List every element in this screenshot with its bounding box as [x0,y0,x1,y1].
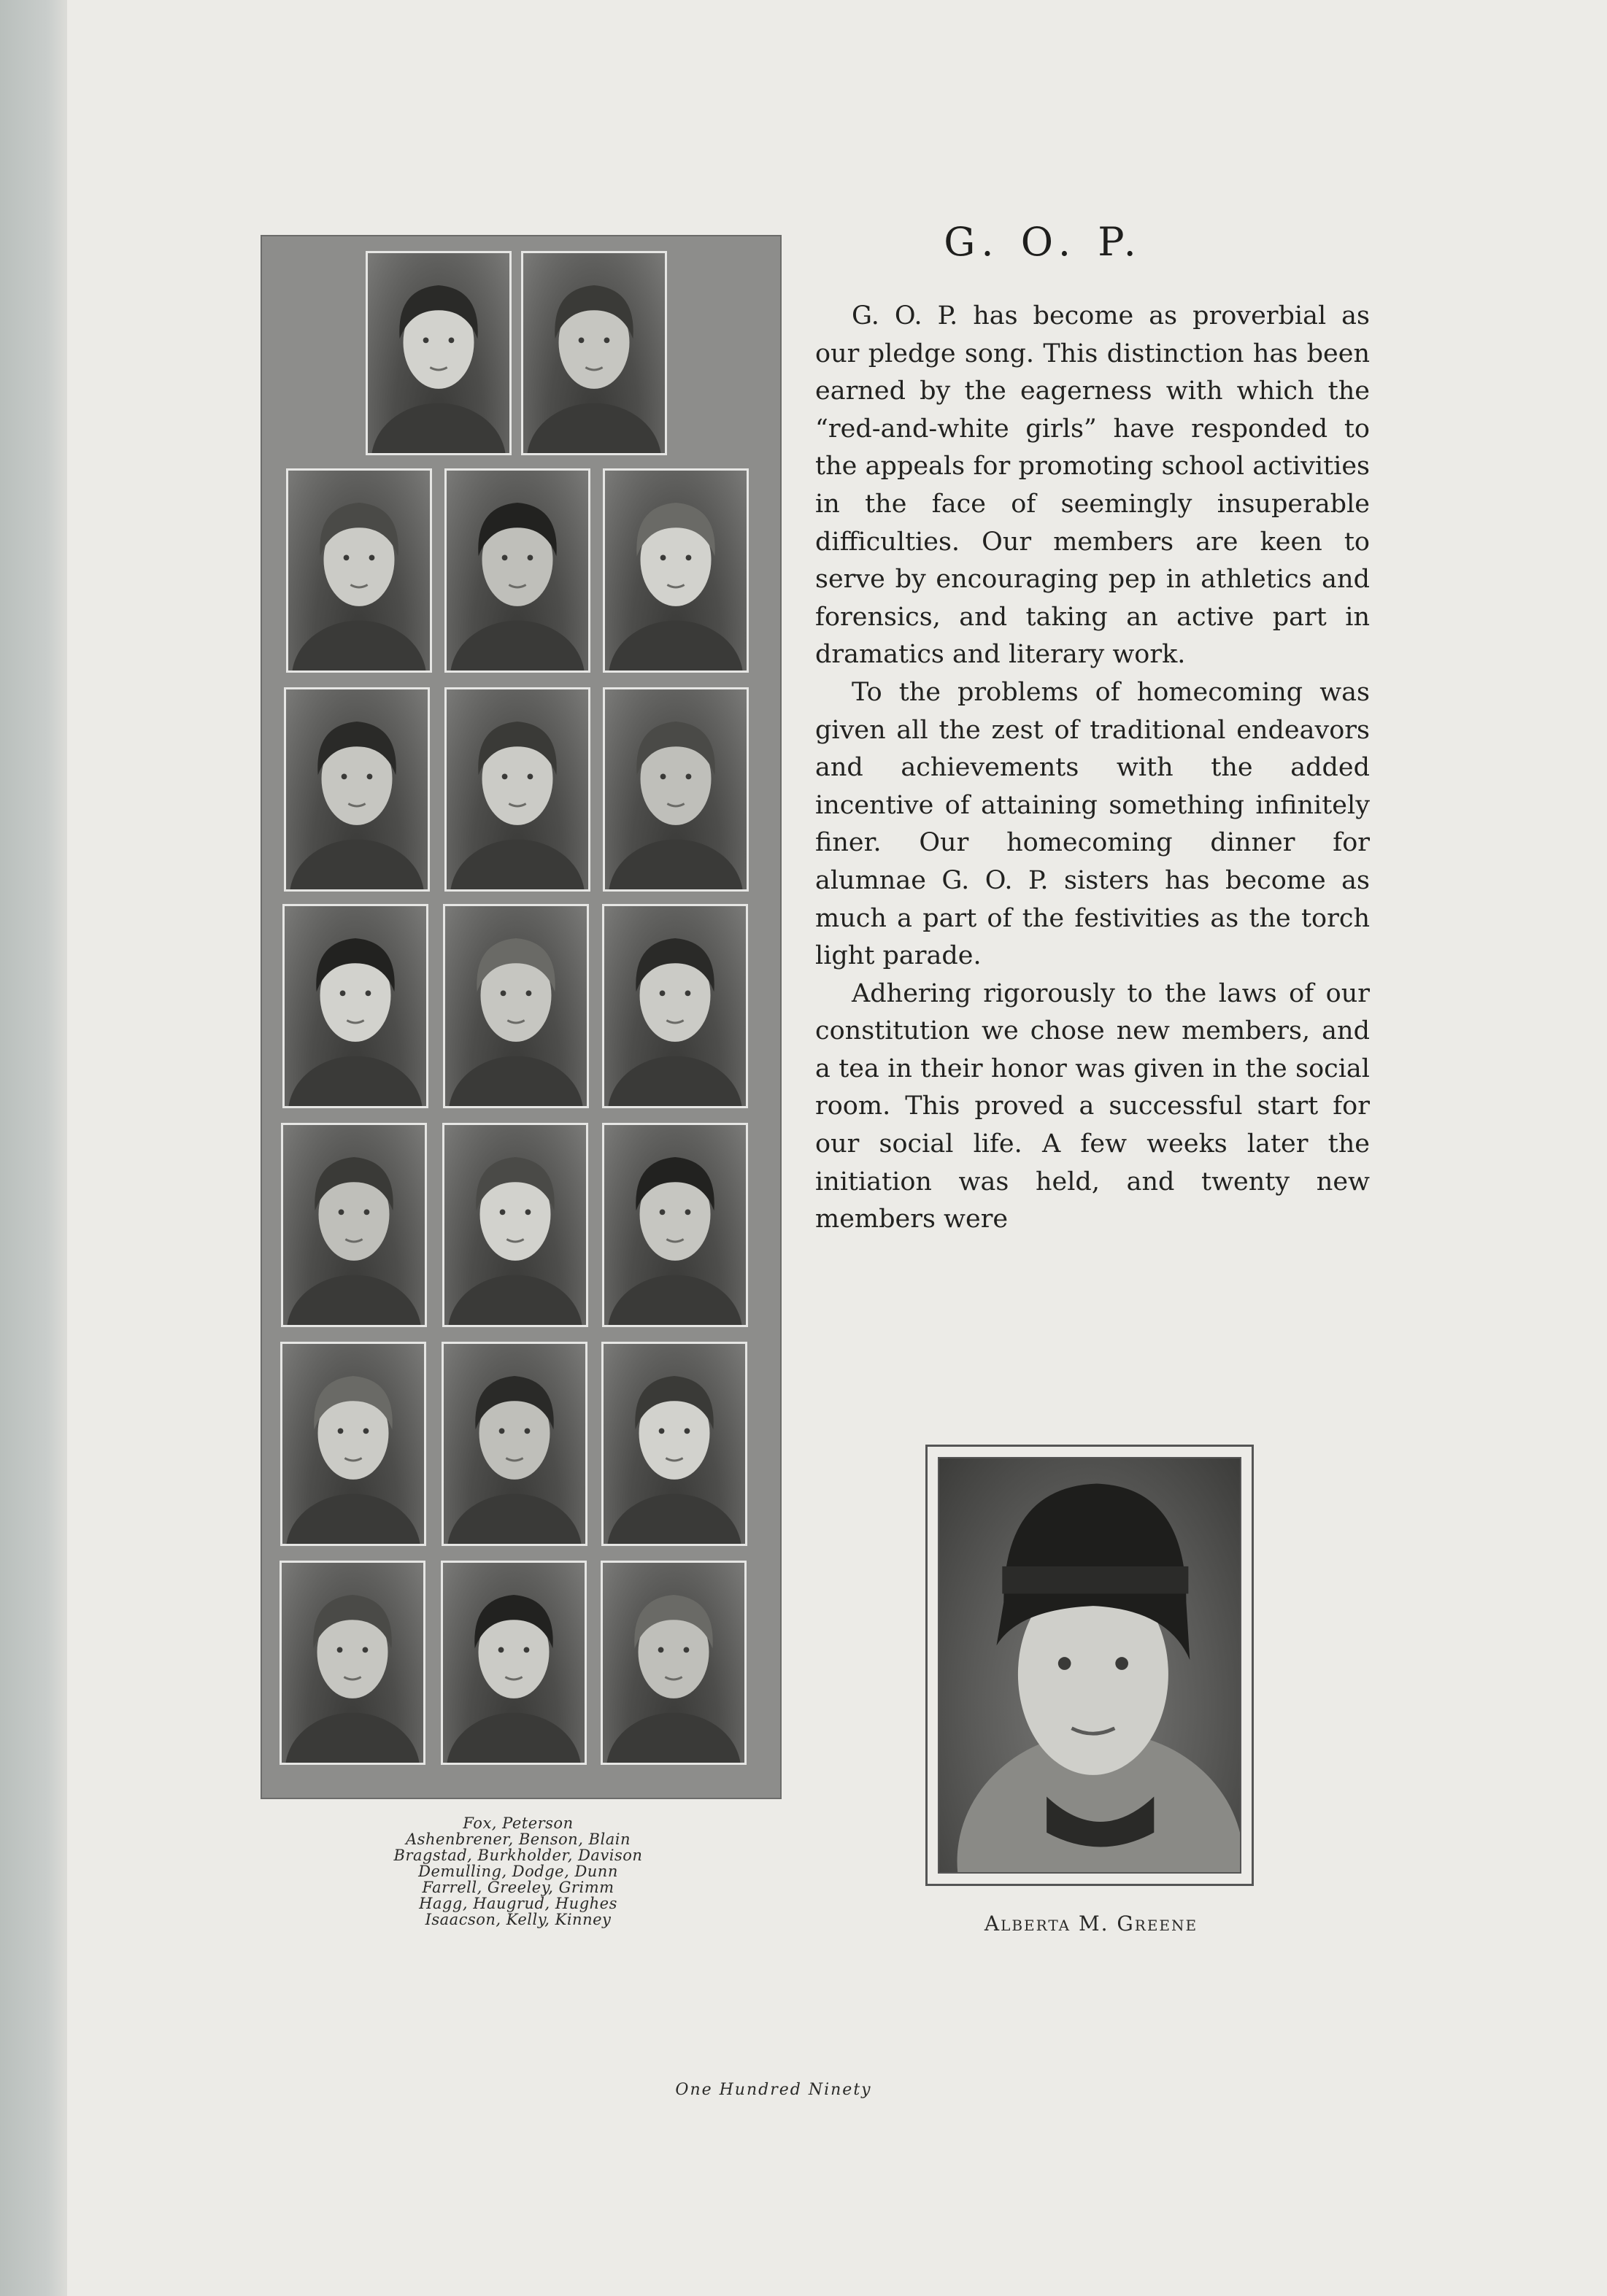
caption-line: Ashenbrener, Benson, Blain [406,1831,631,1848]
member-photo [444,687,590,892]
caption-line: Bragstad, Burkholder, Davison [393,1847,643,1864]
paragraph: G. O. P. has become as proverbial as our pledge song. This distinction has been earned by the eagerness with which the “red-and-white girls” have responded to the appeals for promoting school activities in the face of seemingly insuperable difficulties. Our members are keen to serve by encouraging pep in athletics and forensics, and taking an active part in dramatics and literary work. [815,301,1370,670]
page-spine [0,0,67,2296]
portrait-image [604,1125,746,1325]
member-photo [603,687,749,892]
article-body [815,298,1370,1239]
portrait-image [605,689,747,889]
portrait-name: Alberta M. Greene [984,1912,1198,1936]
member-photo [521,251,667,455]
member-photo [601,1561,747,1765]
member-photo [280,1342,426,1546]
member-photo [602,904,748,1108]
member-photo [442,1342,587,1546]
portrait-image [443,1563,585,1763]
member-photo [284,687,430,892]
advisor-portrait [925,1445,1254,1886]
member-photo [286,468,432,673]
member-photo [443,904,589,1108]
portrait-image [283,1125,425,1325]
member-photo [280,1561,425,1765]
portrait-image [288,471,430,670]
member-photo [442,1123,588,1327]
portrait-image [444,1125,586,1325]
paragraph: Adhering rigorously to the laws of our constitution we chose new members, and a tea in their honor was given in the social room. This proved a successful start for our social life. A few weeks later the initiation was held, and twenty new members were [815,978,1370,1234]
member-photo [601,1342,747,1546]
member-photo-collage [261,235,782,1799]
member-photo [444,468,590,673]
portrait-image [523,253,665,453]
portrait-image [447,689,588,889]
portrait-image [444,1344,585,1544]
advisor-photo [938,1457,1241,1874]
portrait-image [368,253,509,453]
photo-caption [299,1815,737,1928]
portrait-image [605,471,747,670]
member-photo [282,904,428,1108]
portrait-image [604,906,746,1106]
member-photo [281,1123,427,1327]
portrait-image [447,471,588,670]
portrait-image [445,906,587,1106]
caption-line: Farrell, Greeley, Grimm [422,1879,614,1896]
caption-line: Isaacson, Kelly, Kinney [425,1911,612,1928]
member-photo [441,1561,587,1765]
member-photo [366,251,512,455]
caption-line: Demulling, Dodge, Dunn [418,1863,618,1880]
member-photo [603,468,749,673]
portrait-image [282,1344,424,1544]
page-number: One Hundred Ninety [675,2081,872,2099]
portrait-image [604,1344,745,1544]
portrait-image [603,1563,744,1763]
portrait-image [939,1458,1240,1872]
paragraph: To the problems of homecoming was given all the zest of traditional endeavors and achievements with the added incentive of attaining something infinitely finer. Our homecoming dinner for alumnae G. O. P. sisters has become as much a part of the festivities as the torch light parade. [815,677,1370,971]
portrait-image [285,906,426,1106]
portrait-image [282,1563,423,1763]
caption-line: Hagg, Haugrud, Hughes [419,1895,617,1912]
caption-line: Fox, Peterson [463,1814,574,1832]
member-photo [602,1123,748,1327]
page-title: G. O. P. [944,219,1144,265]
portrait-image [286,689,428,889]
